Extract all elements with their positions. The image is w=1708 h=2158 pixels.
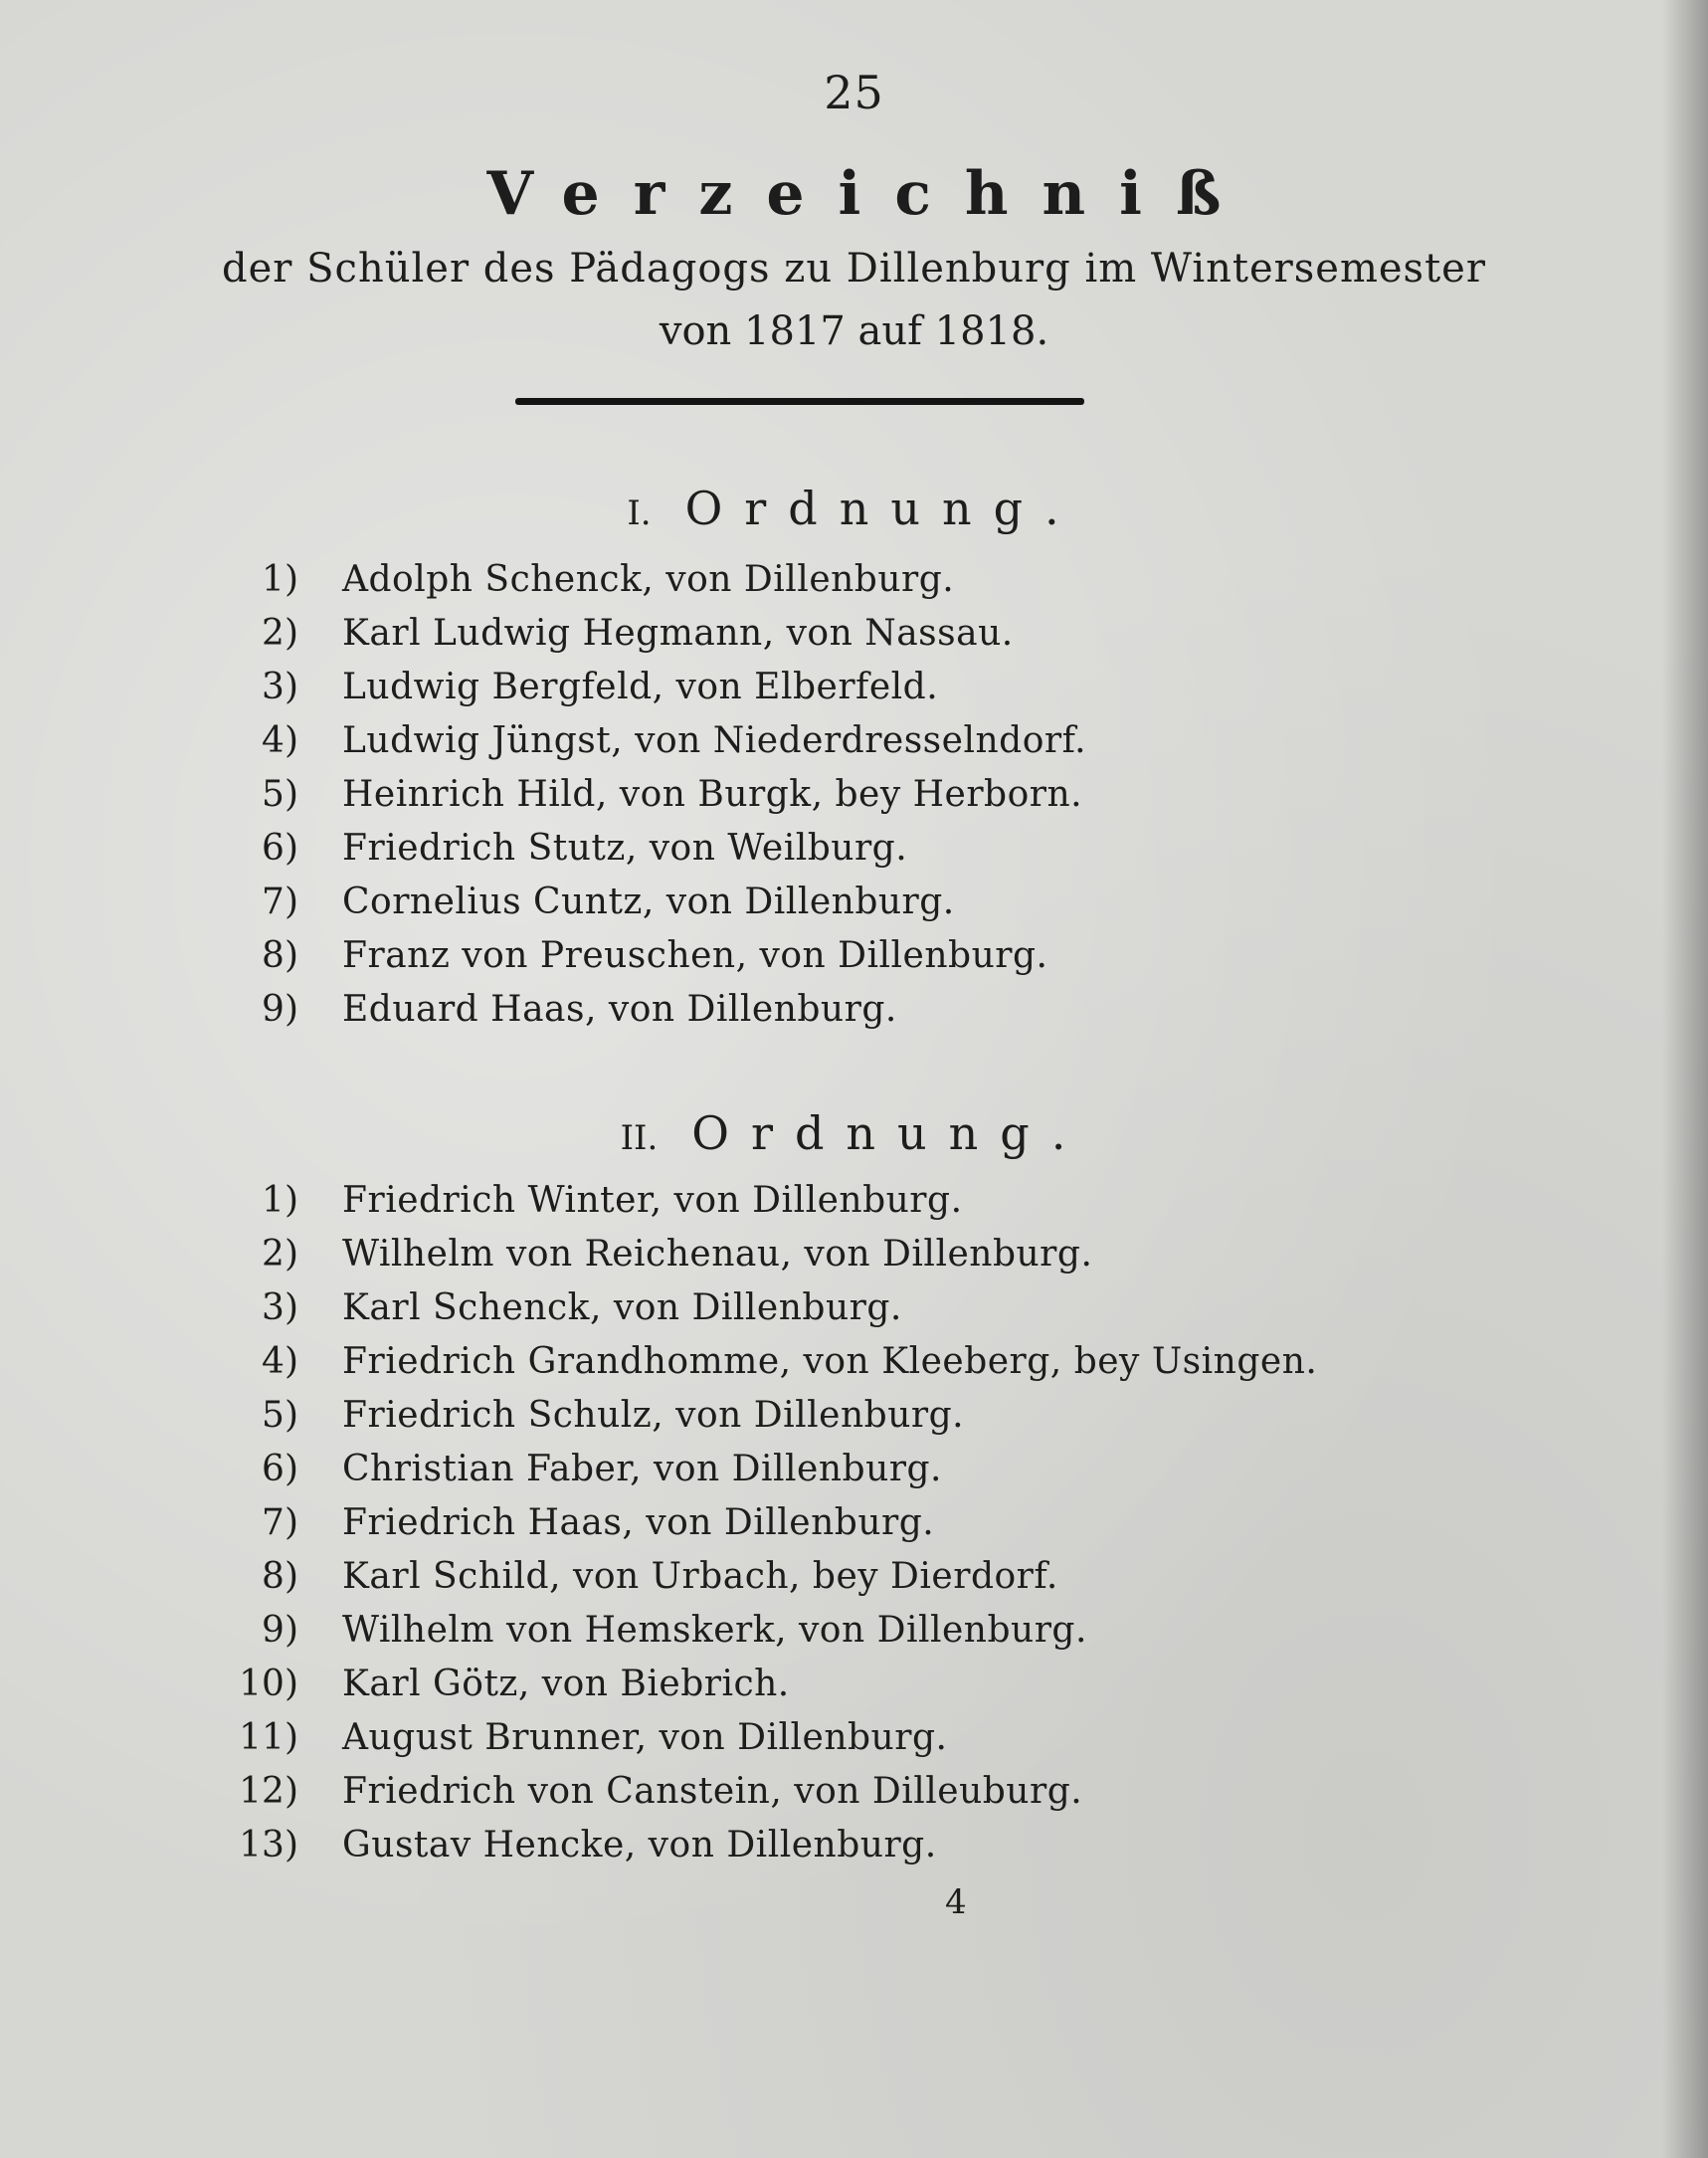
entry-text: Friedrich von Canstein, von Dilleuburg. bbox=[342, 1771, 1083, 1812]
entry-number: 1) bbox=[262, 559, 298, 600]
document-subtitle-line-1: der Schüler des Pädagogs zu Dillenburg im Wintersemester bbox=[222, 246, 1486, 292]
entry-text: Gustav Hencke, von Dillenburg. bbox=[342, 1825, 937, 1865]
signature-mark: 4 bbox=[945, 1882, 967, 1922]
entry-number: 10) bbox=[239, 1664, 298, 1704]
page-number: 25 bbox=[824, 66, 884, 119]
entry-number: 8) bbox=[262, 1556, 298, 1597]
list-item bbox=[219, 1395, 1317, 1449]
list-item bbox=[219, 828, 1086, 882]
entry-text: Christian Faber, von Dillenburg. bbox=[342, 1449, 942, 1489]
section-title: Ordnung. bbox=[691, 1106, 1088, 1160]
list-item bbox=[219, 1341, 1317, 1395]
entry-text: Wilhelm von Reichenau, von Dillenburg. bbox=[342, 1234, 1093, 1275]
entry-text: Ludwig Jüngst, von Niederdresselndorf. bbox=[342, 720, 1087, 761]
entry-text: Adolph Schenck, von Dillenburg. bbox=[342, 559, 955, 600]
list-item bbox=[219, 935, 1086, 989]
entry-number: 6) bbox=[262, 1449, 298, 1489]
entry-number: 13) bbox=[239, 1825, 298, 1865]
student-list-section-1 bbox=[219, 559, 1086, 1043]
list-item bbox=[219, 559, 1086, 613]
entry-text: Friedrich Schulz, von Dillenburg. bbox=[342, 1395, 965, 1436]
section-numeral: II. bbox=[620, 1118, 659, 1158]
entry-text: Friedrich Stutz, von Weilburg. bbox=[342, 828, 908, 869]
entry-text: Friedrich Grandhomme, von Kleeberg, bey Usingen. bbox=[342, 1341, 1318, 1382]
entry-number: 7) bbox=[262, 1502, 298, 1543]
entry-number: 1) bbox=[262, 1180, 298, 1221]
entry-text: Eduard Haas, von Dillenburg. bbox=[342, 989, 897, 1030]
document-title: Verzeichniß bbox=[486, 159, 1255, 229]
entry-text: Wilhelm von Hemskerk, von Dillenburg. bbox=[342, 1610, 1087, 1651]
list-item bbox=[219, 1771, 1317, 1825]
entry-text: August Brunner, von Dillenburg. bbox=[342, 1717, 948, 1758]
list-item bbox=[219, 1717, 1317, 1771]
list-item bbox=[219, 1556, 1317, 1610]
entry-number: 3) bbox=[262, 1287, 298, 1328]
entry-text: Ludwig Bergfeld, von Elberfeld. bbox=[342, 667, 939, 707]
entry-number: 9) bbox=[262, 989, 298, 1030]
entry-text: Cornelius Cuntz, von Dillenburg. bbox=[342, 882, 955, 922]
entry-text: Franz von Preuschen, von Dillenburg. bbox=[342, 935, 1048, 976]
list-item bbox=[219, 774, 1086, 828]
entry-text: Karl Schenck, von Dillenburg. bbox=[342, 1287, 902, 1328]
list-item bbox=[219, 1502, 1317, 1556]
list-item bbox=[219, 989, 1086, 1043]
entry-number: 7) bbox=[262, 882, 298, 922]
title-divider-rule bbox=[515, 398, 1084, 405]
entry-number: 6) bbox=[262, 828, 298, 869]
entry-number: 9) bbox=[262, 1610, 298, 1651]
list-item bbox=[219, 1180, 1317, 1234]
entry-text: Friedrich Winter, von Dillenburg. bbox=[342, 1180, 963, 1221]
section-title: Ordnung. bbox=[684, 482, 1081, 535]
list-item bbox=[219, 1449, 1317, 1502]
section-numeral: I. bbox=[627, 493, 652, 533]
list-item bbox=[219, 1287, 1317, 1341]
entry-number: 8) bbox=[262, 935, 298, 976]
list-item bbox=[219, 1234, 1317, 1287]
document-subtitle-line-2: von 1817 auf 1818. bbox=[659, 308, 1049, 354]
list-item bbox=[219, 667, 1086, 720]
list-item bbox=[219, 613, 1086, 667]
entry-text: Heinrich Hild, von Burgk, bey Herborn. bbox=[342, 774, 1083, 815]
entry-number: 4) bbox=[262, 720, 298, 761]
entry-number: 5) bbox=[262, 1395, 298, 1436]
entry-number: 11) bbox=[239, 1717, 298, 1758]
student-list-section-2 bbox=[219, 1180, 1317, 1878]
entry-text: Karl Ludwig Hegmann, von Nassau. bbox=[342, 613, 1014, 654]
entry-number: 4) bbox=[262, 1341, 298, 1382]
entry-number: 3) bbox=[262, 667, 298, 707]
entry-number: 2) bbox=[262, 613, 298, 654]
entry-text: Karl Götz, von Biebrich. bbox=[342, 1664, 790, 1704]
section-heading-1 bbox=[0, 482, 1708, 535]
entry-number: 5) bbox=[262, 774, 298, 815]
list-item bbox=[219, 720, 1086, 774]
list-item bbox=[219, 1610, 1317, 1664]
list-item bbox=[219, 882, 1086, 935]
list-item bbox=[219, 1664, 1317, 1717]
entry-text: Karl Schild, von Urbach, bey Dierdorf. bbox=[342, 1556, 1058, 1597]
list-item bbox=[219, 1825, 1317, 1878]
section-heading-2 bbox=[0, 1106, 1708, 1160]
entry-number: 12) bbox=[239, 1771, 298, 1812]
entry-text: Friedrich Haas, von Dillenburg. bbox=[342, 1502, 935, 1543]
entry-number: 2) bbox=[262, 1234, 298, 1275]
